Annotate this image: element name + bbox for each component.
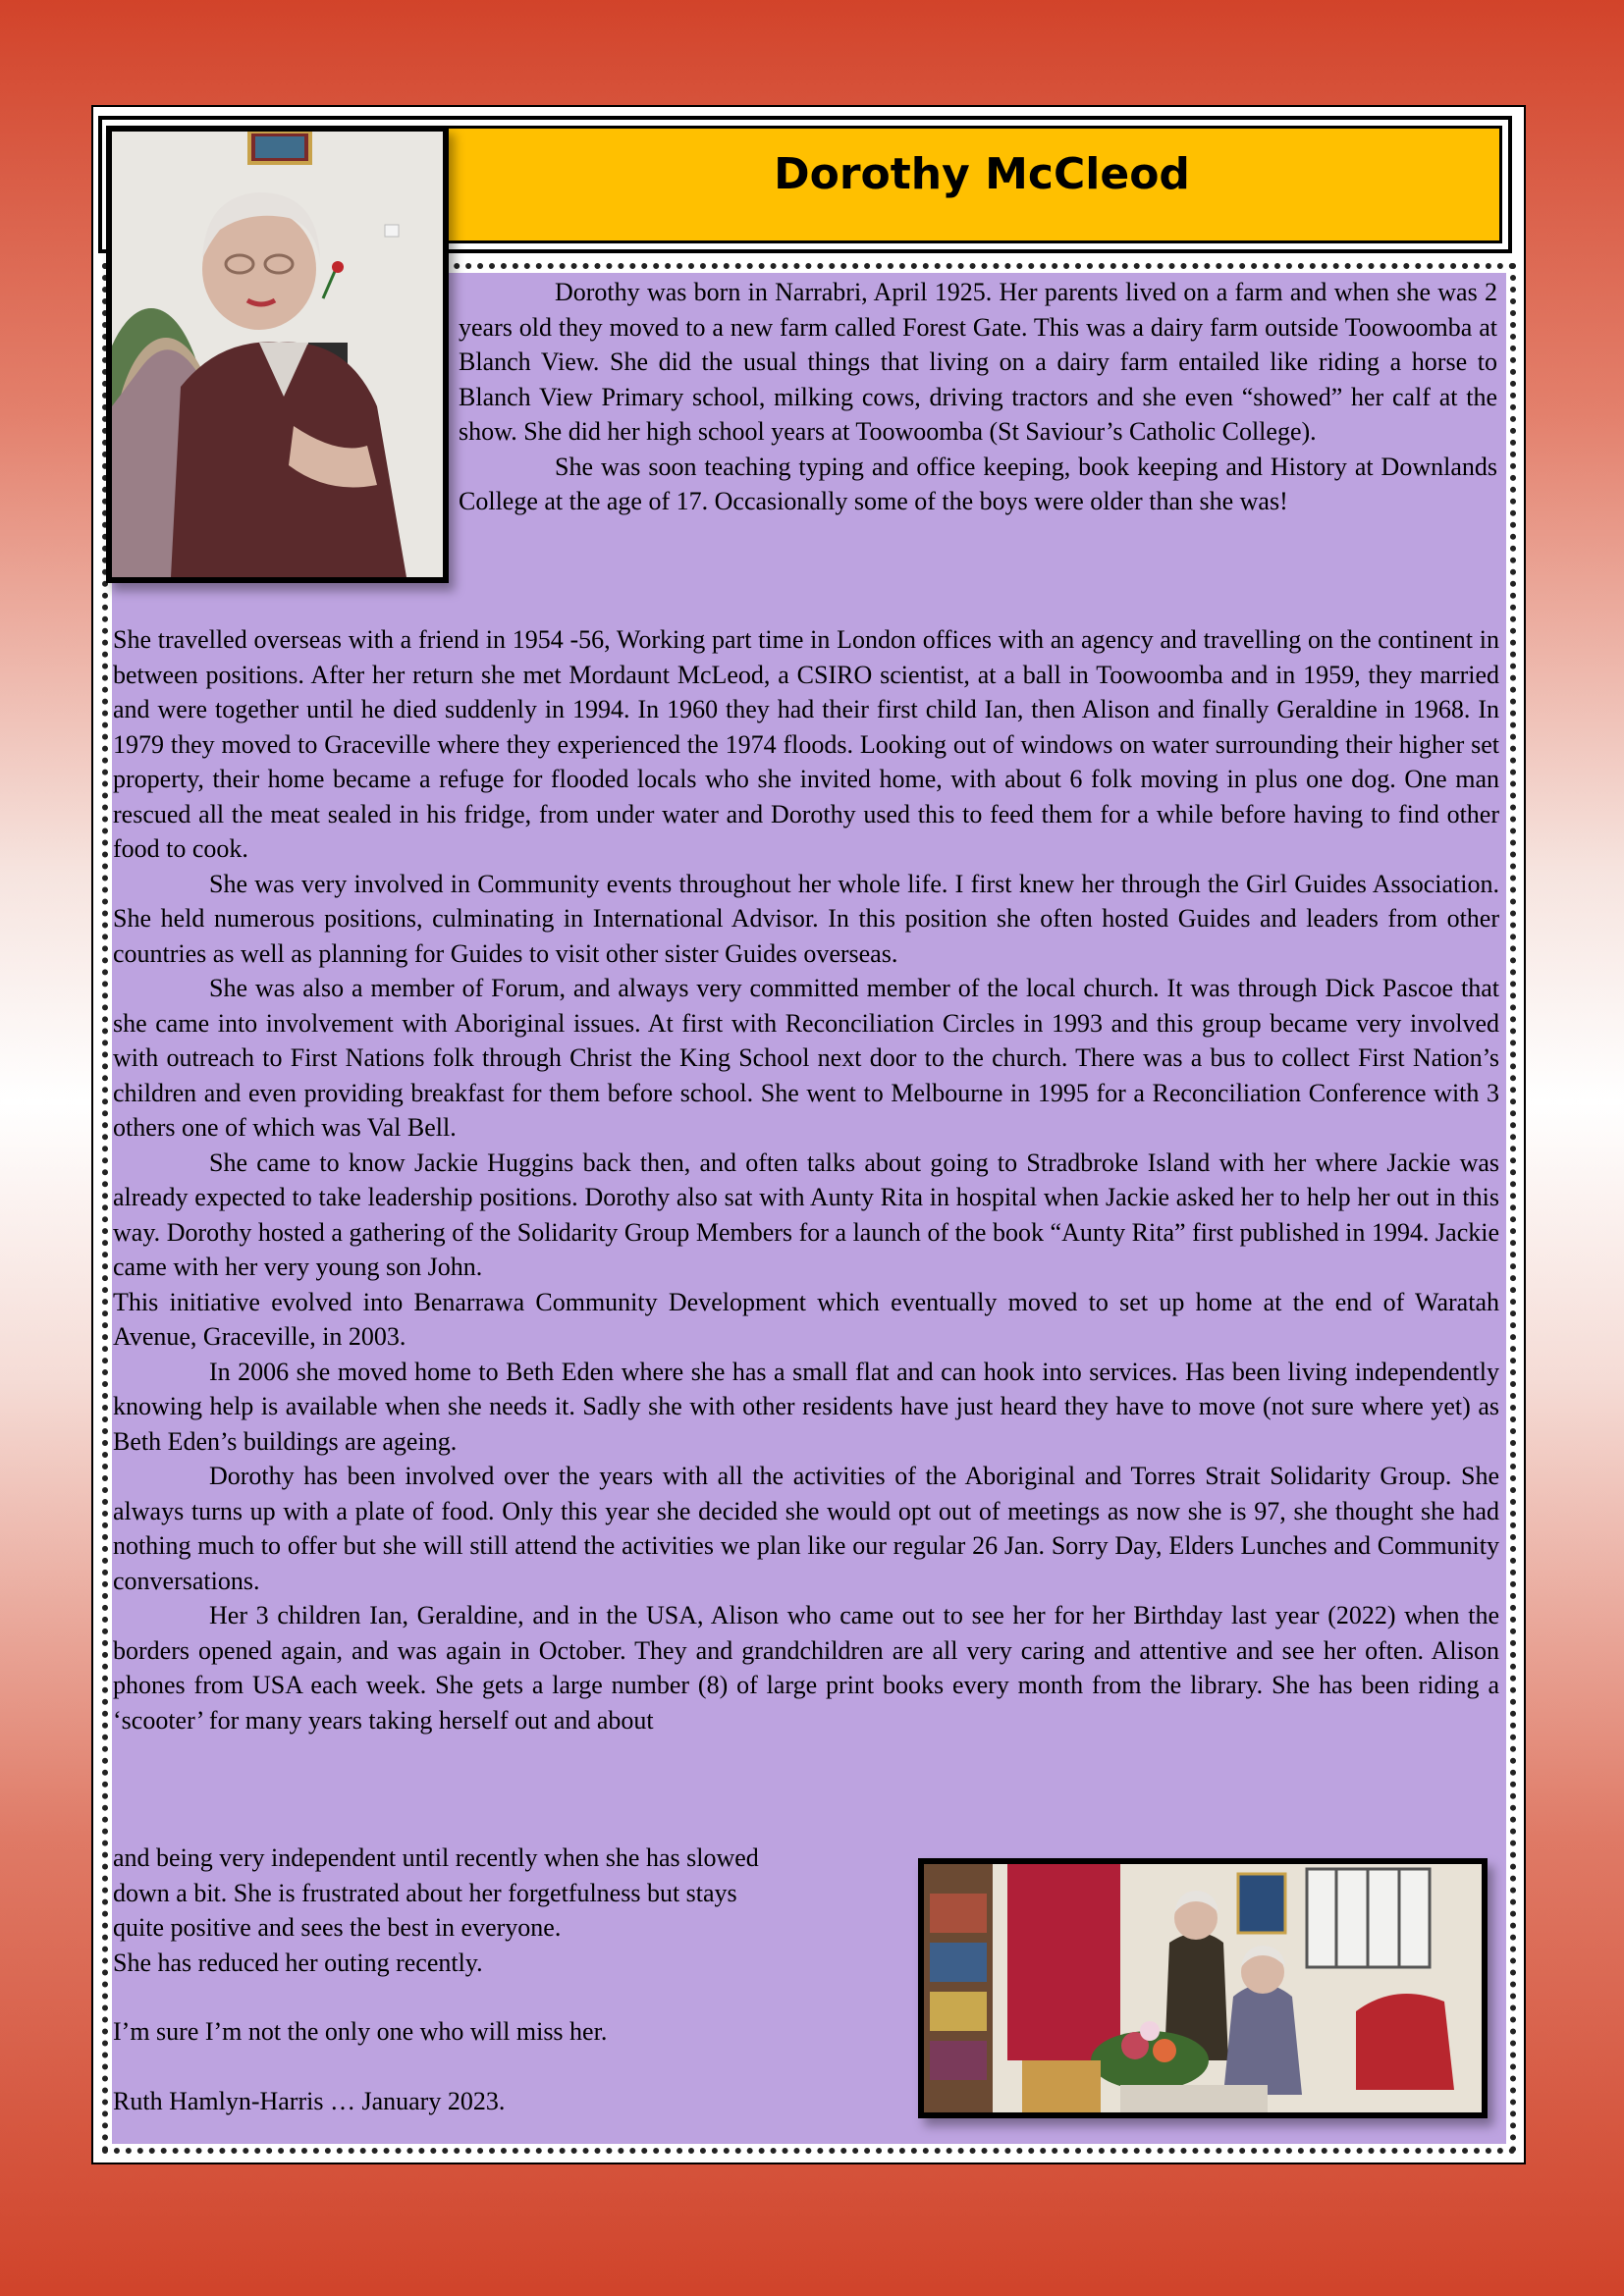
- portrait-photo: [106, 126, 449, 583]
- closing-text: [113, 1841, 898, 2118]
- intro-text: [459, 275, 1497, 519]
- body-paragraph: In 2006 she moved home to Beth Eden where she has a small flat and can hook into services. Has been living independently knowing help is available when she needs it. Sadly she with other residents have just heard they have to move (not sure where yet) as Beth Eden’s buildings are ageing.: [113, 1357, 1499, 1456]
- body-paragraph: She was also a member of Forum, and always very committed member of the local church. It was through Dick Pascoe that she came into involvement with Aboriginal issues. At first with Reconciliation Circles in 1993 and this group became very involved with outreach to First Nations folk through Christ the King School next door to the church. There was a bus to collect First Nation’s children and even providing breakfast for them before school. She went to Melbourne in 1995 for a Reconciliation Conference with 3 others one of which was Val Bell.: [113, 974, 1499, 1142]
- portrait-illustration: [112, 132, 443, 577]
- body-paragraph: Dorothy has been involved over the years with all the activities of the Aboriginal and Torres Strait Solidarity Group. She always turns up with a plate of food. Only this year she decided she would opt out of meetings as now she is 97, she thought she had nothing much to offer but she will still attend the activities we plan like our regular 26 Jan. Sorry Day, Elders Lunches and Community conversations.: [113, 1462, 1499, 1595]
- intro-paragraph: She was soon teaching typing and office keeping, book keeping and History at Downlands College at the age of 17. Occasionally some of the boys were older than she was!: [459, 452, 1497, 515]
- body-paragraph: This initiative evolved into Benarrawa Community Development which eventually moved to set up home at the end of Waratah Avenue, Graceville, in 2003.: [113, 1287, 1499, 1351]
- closing-line: and being very independent until recently when she has slowed: [113, 1843, 759, 1872]
- intro-paragraph: Dorothy was born in Narrabri, April 1925. Her parents lived on a farm and when she was 2 years old they moved to a new farm called Forest Gate. This was a dairy farm outside Toowoomba at Blanch View. She did the usual things that living on a dairy farm entailed like riding a horse to Blanch View Primary school, milking cows, driving tractors and she even “showed” her calf at the show. She did her high school years at Toowoomba (St Saviour’s Catholic College).: [459, 278, 1497, 446]
- body-paragraph: She travelled overseas with a friend in 1954 -56, Working part time in London offices with an agency and travelling on the continent in between positions. After her return she met Mordaunt McLeod, a CSIRO scientist, at a ball in Toowoomba and in 1959, they married and were together until he died suddenly in 1994. In 1960 they had their first child Ian, then Alison and finally Geraldine in 1968. In 1979 they moved to Graceville where they experienced the 1974 floods. Looking out of windows on water surrounding their higher set property, their home became a refuge for flooded locals who she invited home, with about 6 folk moving in plus one dog. One man rescued all the meat sealed in his fridge, from under water and Dorothy used this to feed them for a while before having to find other food to cook.: [113, 625, 1499, 863]
- closing-line: quite positive and sees the best in everyone.: [113, 1913, 562, 1942]
- body-paragraph: She was very involved in Community events throughout her whole life. I first knew her through the Girl Guides Association. She held numerous positions, culminating in International Advisor. In this position she often hosted Guides and leaders from other countries as well as planning for Guides to visit other sister Guides overseas.: [113, 869, 1499, 968]
- signature-line: Ruth Hamlyn-Harris … January 2023.: [113, 2086, 506, 2115]
- group-photo: [918, 1858, 1488, 2118]
- page-title: Dorothy McCleod: [774, 149, 1190, 199]
- group-photo-illustration: [924, 1864, 1482, 2112]
- closing-line: She has reduced her outing recently.: [113, 1948, 483, 1977]
- body-paragraph: Her 3 children Ian, Geraldine, and in the USA, Alison who came out to see her for her Birthday last year (2022) when the borders opened again, and was again in October. They and grandchildren are all very caring and attentive and see her often. Alison phones from USA each week. She gets a large number (8) of large print books every month from the library. She has been riding a ‘scooter’ for many years taking herself out and about: [113, 1601, 1499, 1735]
- closing-line: I’m sure I’m not the only one who will miss her.: [113, 2017, 608, 2046]
- main-text: [113, 622, 1499, 1737]
- closing-line: down a bit. She is frustrated about her forgetfulness but stays: [113, 1878, 737, 1907]
- body-paragraph: She came to know Jackie Huggins back then, and often talks about going to Stradbroke Island with her where Jackie was already expected to take leadership positions. Dorothy also sat with Aunty Rita in hospital when Jackie asked her to help her out in this way. Dorothy hosted a gathering of the Solidarity Group Members for a launch of the book “Aunty Rita” first published in 1994. Jackie came with her very young son John.: [113, 1148, 1499, 1281]
